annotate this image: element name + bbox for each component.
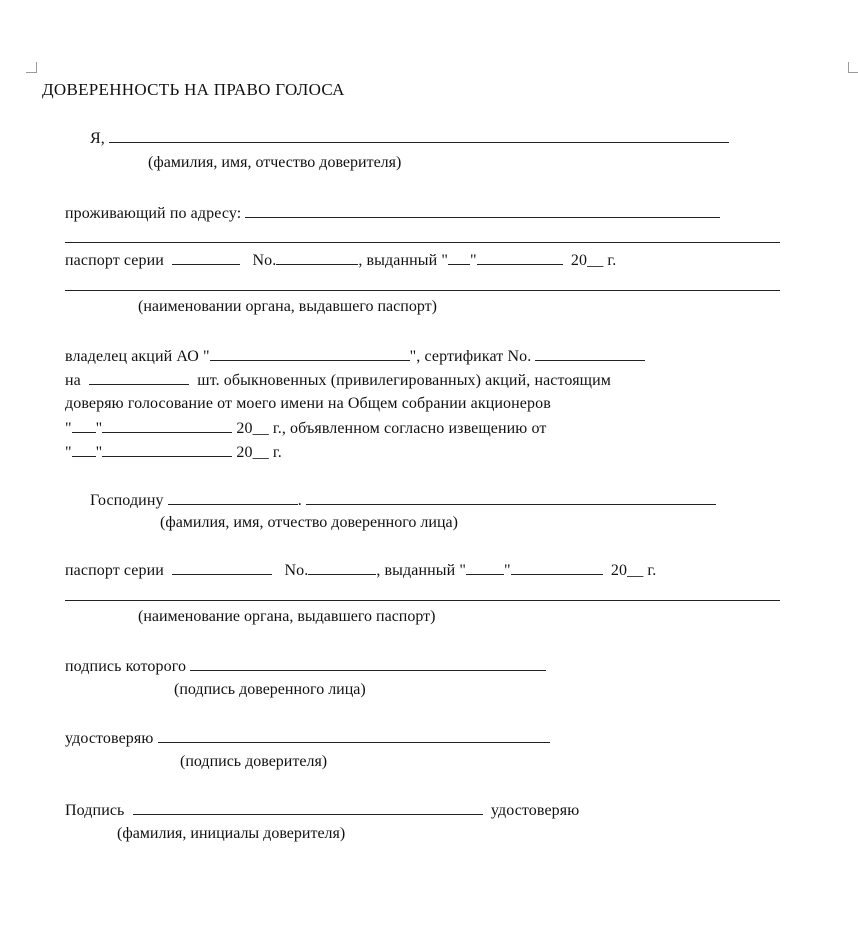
passport2-issuer-field[interactable] bbox=[65, 599, 780, 601]
meeting-day-field[interactable] bbox=[72, 418, 96, 433]
passport2-series-label: паспорт серии bbox=[65, 562, 164, 579]
passport2-series-field[interactable] bbox=[172, 560, 272, 575]
proxy-label: Господину bbox=[90, 492, 164, 509]
passport1-no-label: No. bbox=[252, 252, 277, 269]
passport2-caption: (наименование органа, выдавшего паспорт) bbox=[138, 608, 436, 625]
passport2-number-field[interactable] bbox=[308, 560, 376, 575]
shares-owner-line bbox=[65, 346, 645, 367]
passport2-month-field[interactable] bbox=[511, 560, 603, 575]
principal-signature-field[interactable] bbox=[133, 800, 483, 815]
meeting-month-field[interactable] bbox=[102, 418, 232, 433]
proxy-signature-line bbox=[65, 656, 546, 677]
principal-signature-certify: удостоверяю bbox=[490, 802, 580, 819]
passport1-number-field[interactable] bbox=[276, 250, 358, 265]
notice-day-field[interactable] bbox=[72, 442, 96, 457]
notice-month-field[interactable] bbox=[102, 442, 232, 457]
notice-date-line bbox=[65, 442, 282, 463]
notice-quote-open: " bbox=[65, 444, 72, 461]
proxy-line: Господину . bbox=[90, 490, 716, 511]
passport2-year-label: 20__ г. bbox=[610, 562, 657, 579]
certify-caption: (подпись доверителя) bbox=[180, 753, 328, 770]
passport2-line bbox=[65, 560, 656, 581]
meeting-quote-close: " bbox=[95, 420, 103, 437]
passport2-quote-open: " bbox=[459, 562, 467, 579]
passport2-issued-label: , выданный bbox=[376, 562, 456, 579]
meeting-date-line bbox=[65, 418, 546, 439]
principal-caption: (фамилия, имя, отчество доверителя) bbox=[148, 154, 402, 171]
shares-count-field[interactable] bbox=[89, 370, 189, 385]
passport1-caption: (наименовании органа, выдавшего паспорт) bbox=[138, 298, 437, 315]
notice-year-text: 20__ г. bbox=[236, 444, 282, 461]
passport1-quote-close: " bbox=[470, 252, 477, 269]
passport2-quote-close: " bbox=[504, 562, 511, 579]
passport2-day-field[interactable] bbox=[466, 560, 504, 575]
shares-owner-label: владелец акций АО " bbox=[65, 348, 210, 365]
shares-count-line bbox=[65, 370, 611, 391]
page-corner-mark-left bbox=[26, 62, 37, 73]
certify-label: удостоверяю bbox=[65, 730, 154, 747]
address-field[interactable] bbox=[245, 203, 720, 218]
principal-line bbox=[90, 128, 729, 149]
principal-signature-line bbox=[65, 800, 579, 821]
passport2-no-label: No. bbox=[284, 562, 309, 579]
meeting-quote-open: " bbox=[65, 420, 72, 437]
passport1-series-field[interactable] bbox=[172, 250, 240, 265]
passport1-day-field[interactable] bbox=[448, 250, 470, 265]
certificate-number-field[interactable] bbox=[535, 346, 645, 361]
passport1-issuer-field[interactable] bbox=[65, 289, 780, 291]
passport1-line bbox=[65, 250, 616, 271]
principal-label: Я, bbox=[90, 130, 105, 147]
principal-name-field[interactable] bbox=[109, 128, 729, 143]
address-field-continued[interactable] bbox=[65, 241, 780, 243]
proxy-name-field-1[interactable] bbox=[168, 490, 298, 505]
certify-signature-field[interactable] bbox=[158, 728, 550, 743]
proxy-signature-label: подпись которого bbox=[65, 658, 187, 675]
proxy-signature-caption: (подпись доверенного лица) bbox=[174, 681, 366, 698]
passport1-month-field[interactable] bbox=[477, 250, 563, 265]
principal-signature-label: Подпись bbox=[65, 802, 125, 819]
certify-line bbox=[65, 728, 550, 749]
company-name-field[interactable] bbox=[210, 346, 410, 361]
meeting-year-text: 20__ г., объявленном согласно извещению от bbox=[236, 420, 547, 437]
shares-on-label: на bbox=[65, 372, 81, 389]
notice-quote-close: " bbox=[95, 444, 103, 461]
address-line bbox=[65, 203, 720, 224]
shares-certificate-label: ", сертификат No. bbox=[409, 348, 532, 365]
proxy-caption: (фамилия, имя, отчество доверенного лица) bbox=[160, 514, 458, 531]
proxy-name-field-2[interactable] bbox=[306, 490, 716, 505]
shares-type-text: шт. обыкновенных (привилегированных) акций, настоящим bbox=[197, 372, 611, 389]
address-label: проживающий по адресу: bbox=[65, 205, 242, 222]
passport1-series-label: паспорт серии bbox=[65, 252, 164, 269]
shares-trust-line: доверяю голосование от моего имени на Общем собрании акционеров bbox=[65, 395, 551, 412]
principal-signature-caption: (фамилия, инициалы доверителя) bbox=[117, 825, 346, 842]
passport1-issued-label: , выданный bbox=[358, 252, 438, 269]
page-corner-mark-right bbox=[848, 62, 858, 73]
proxy-signature-field[interactable] bbox=[190, 656, 546, 671]
passport1-year-label: 20__ г. bbox=[570, 252, 617, 269]
document-title: ДОВЕРЕННОСТЬ НА ПРАВО ГОЛОСА bbox=[42, 80, 345, 99]
passport1-quote-open: " bbox=[441, 252, 449, 269]
